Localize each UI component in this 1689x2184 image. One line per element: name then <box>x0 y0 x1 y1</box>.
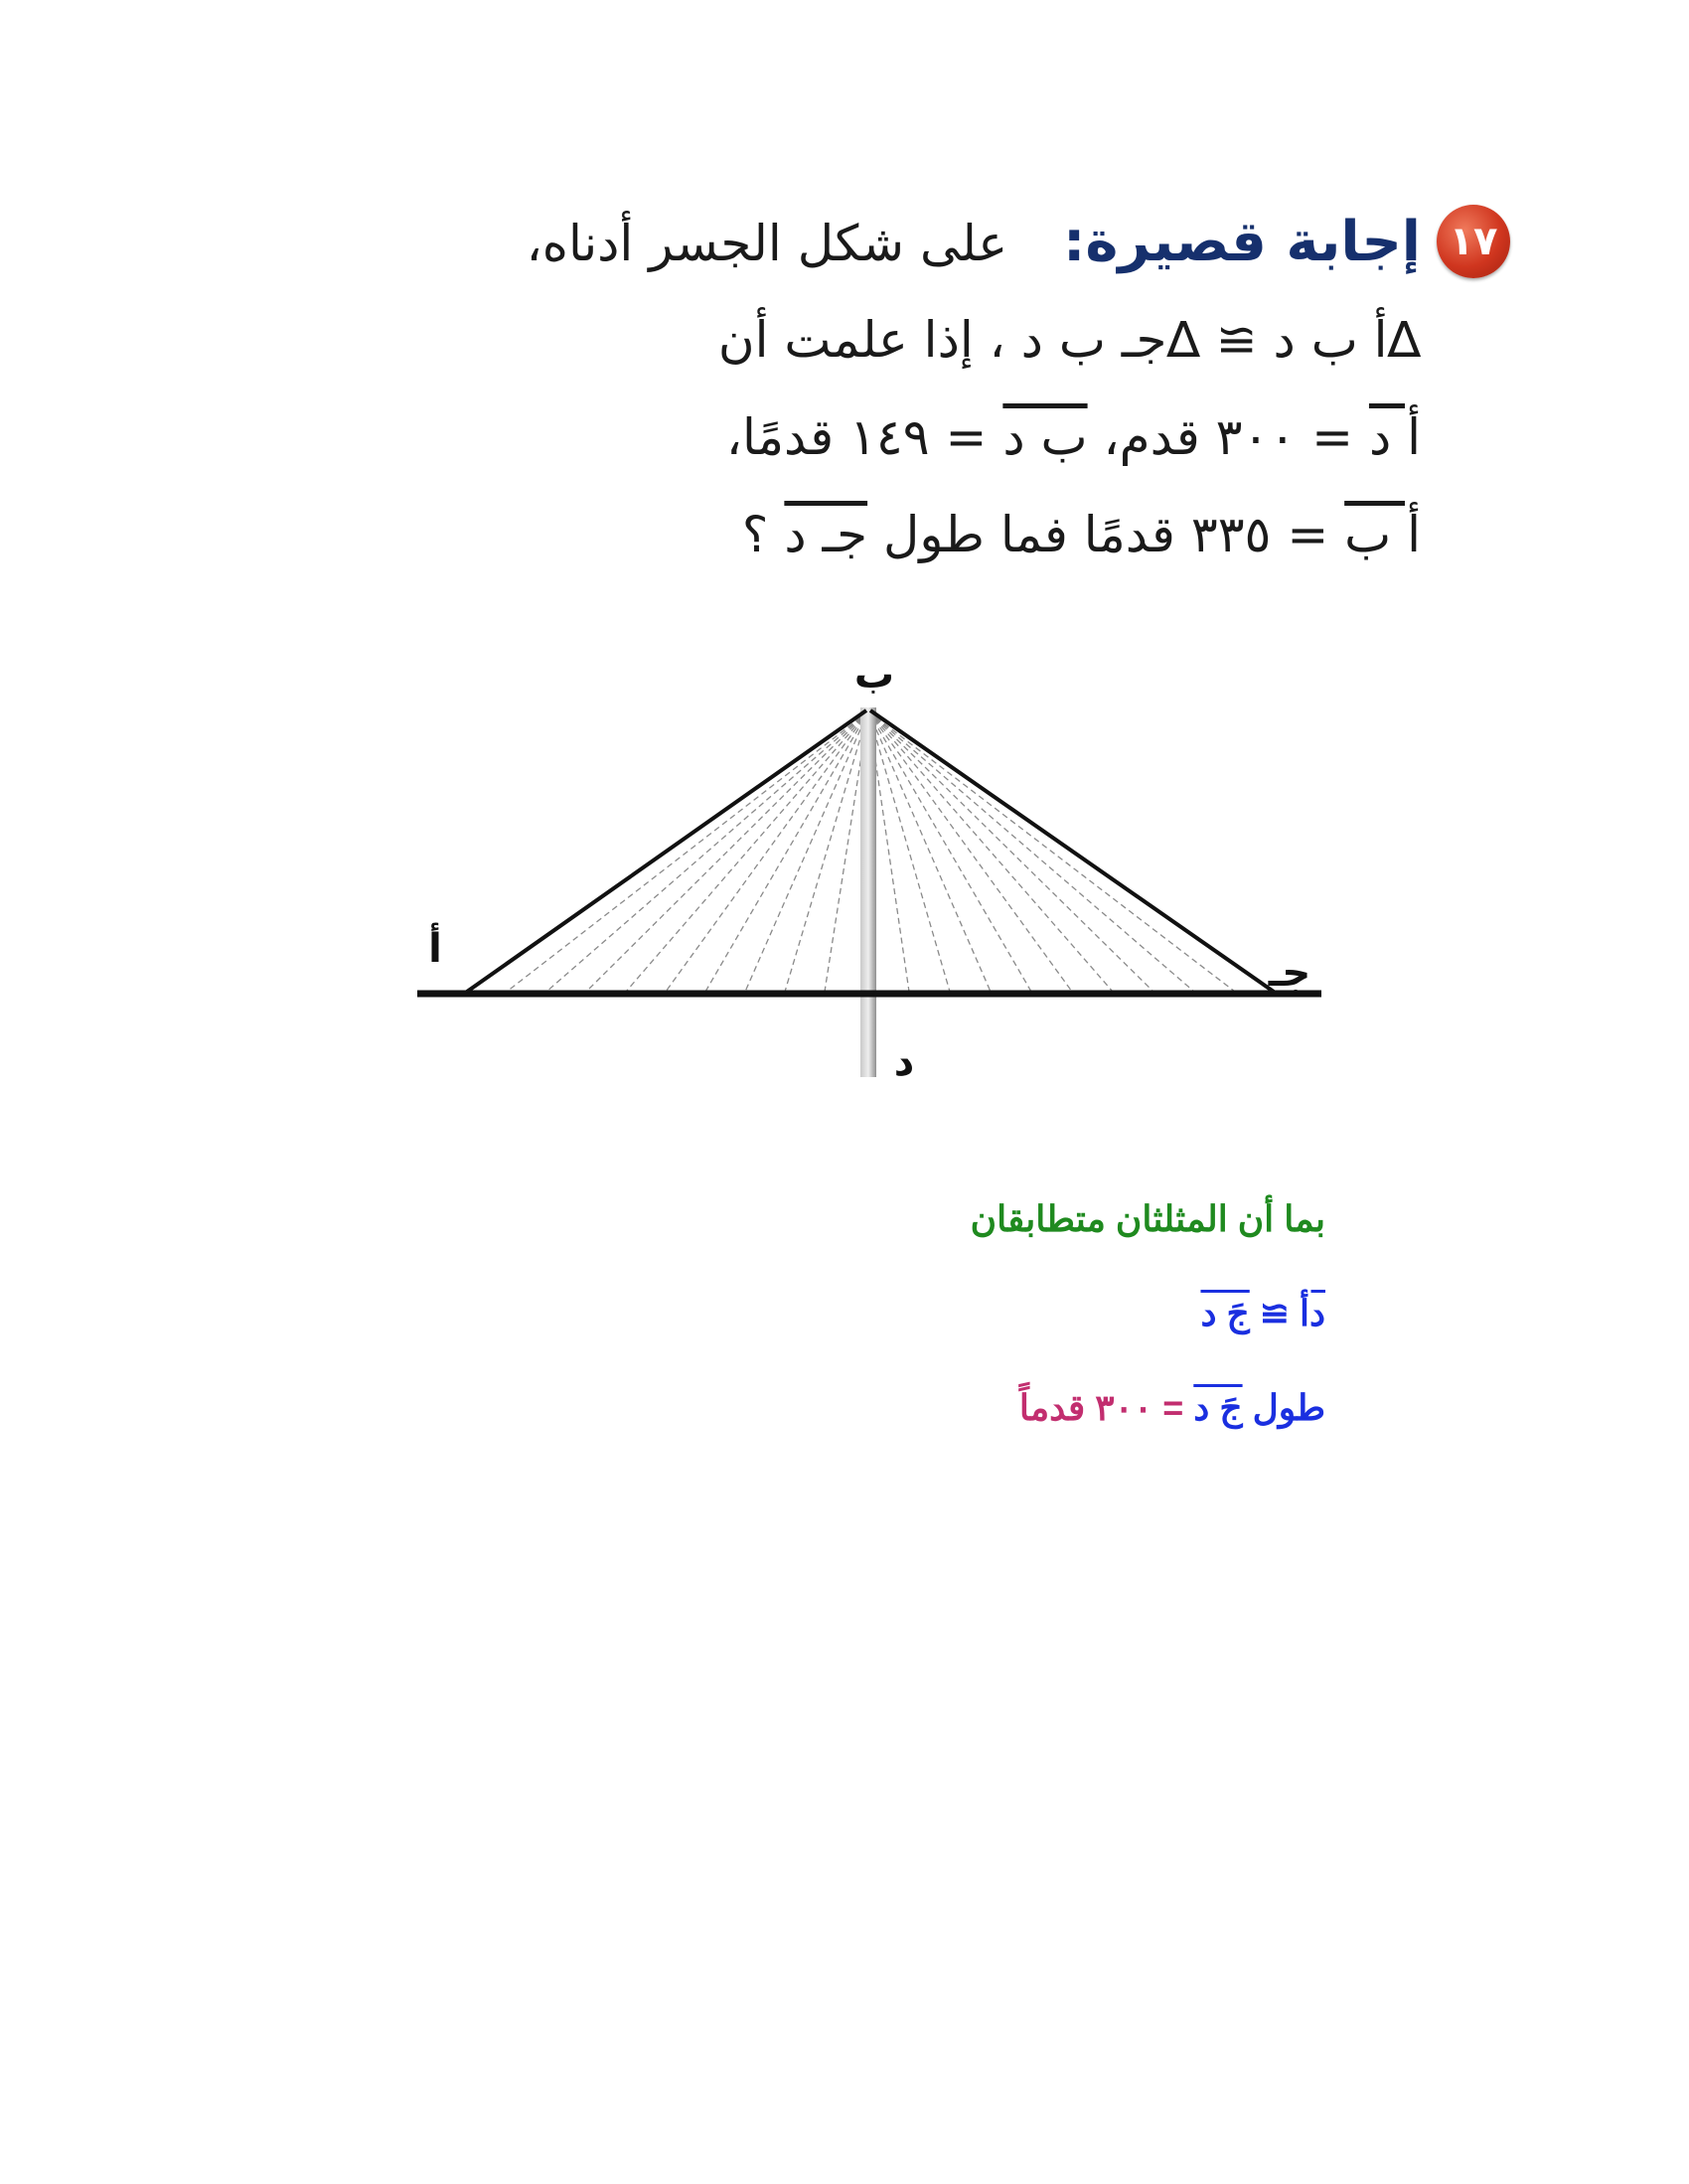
problem-line-1-text: على شكل الجسر أدناه، <box>526 215 1008 272</box>
bridge-cable <box>868 711 1194 992</box>
side-bc <box>870 710 1274 992</box>
answer-congruent-symbol: ≅ <box>1259 1293 1290 1333</box>
answer-segment-cd: جَ د <box>1200 1293 1250 1333</box>
answer-line-2 <box>1200 1292 1325 1335</box>
segment-ad: أ د <box>1368 408 1421 466</box>
bridge-cable <box>546 711 868 992</box>
label-b: ب <box>853 652 895 698</box>
problem-line-4-text: ٣٣٥ قدمًا فما طول <box>883 506 1272 563</box>
bridge-tower <box>860 707 876 1077</box>
problem-line-2 <box>718 310 1421 370</box>
bridge-cable <box>507 711 868 992</box>
bridge-cable <box>785 711 868 992</box>
bridge-cable <box>626 711 868 992</box>
segment-cd: جـ د <box>784 506 868 563</box>
answer-line-1: بما أن المثلثان متطابقان <box>970 1198 1325 1239</box>
value-bd: ١٤٩ قدمًا، <box>725 408 930 466</box>
label-d: د <box>893 1039 915 1085</box>
equals-sign: = <box>945 408 988 466</box>
congruent-symbol: ≅ <box>1215 311 1258 369</box>
equals-sign: = <box>1287 506 1329 563</box>
answer-length-label: طول <box>1252 1387 1325 1428</box>
answer-segment-da: دأ <box>1299 1293 1325 1333</box>
bridge-cable <box>666 711 868 992</box>
bridge-cable <box>868 711 1031 992</box>
label-a: أ <box>428 926 442 972</box>
triangle-cbd: ∆جـ ب د <box>1020 311 1200 369</box>
problem-line-1 <box>526 210 1421 274</box>
answer-equals: = <box>1162 1387 1184 1428</box>
problem-line-3 <box>726 407 1421 467</box>
problem-line-2-text: ، إذا علمت أن <box>717 311 1005 369</box>
segment-bd: ب د <box>1002 408 1088 466</box>
answer-length-segment: جَ د <box>1193 1387 1243 1428</box>
question-mark: ؟ <box>741 506 769 563</box>
bridge-cable <box>868 711 1072 992</box>
bridge-cable <box>705 711 868 992</box>
problem-number-badge <box>1437 205 1510 278</box>
answer-length-value: ٣٠٠ قدماً <box>1018 1387 1153 1428</box>
bridge-diagram <box>407 646 1331 1093</box>
value-ad: ٣٠٠ قدم، <box>1103 408 1297 466</box>
label-c: جـ <box>1268 950 1311 996</box>
equals-sign: = <box>1311 408 1354 466</box>
problem-number: ١٧ <box>1449 219 1498 264</box>
bridge-cable <box>868 711 1153 992</box>
problem-heading: إجابة قصيرة: <box>1062 210 1421 274</box>
triangle-abd: ∆أ ب د <box>1273 311 1421 369</box>
bridge-cable <box>586 711 868 992</box>
bridge-cable <box>868 711 950 992</box>
segment-ab: أ ب <box>1344 506 1421 563</box>
answer-line-3 <box>1019 1386 1325 1430</box>
bridge-cable <box>868 711 1235 992</box>
problem-line-4 <box>742 505 1421 564</box>
